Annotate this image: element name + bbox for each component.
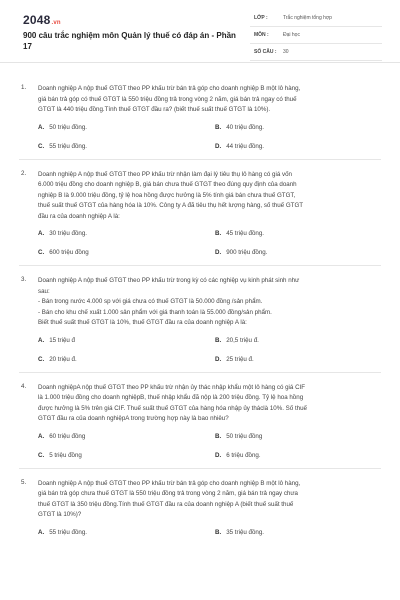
question-item [19, 74, 381, 160]
question-list [0, 74, 400, 545]
option-letter: B. [215, 528, 222, 536]
option-b[interactable] [215, 337, 375, 344]
option-text: 20,5 triệu đ. [226, 336, 259, 344]
question-text: Doanh nghiệp A nộp thuế GTGT theo PP khấu trừ trong kỳ có các nghiệp vụ kinh phát sinh như sau: - Bán trong nước 4.000 sp với giá chưa có thuế GTGT là 50.000 đồng /sản phẩm. - Bán cho khu chế xuất 1.000 sản phẩm với giá thanh toán là 55.000 đồng/sản phẩm. Biết thuế suất thuế GTGT là 10%, thuế GTGT đầu ra của doanh nghiệp A là: [38, 277, 300, 326]
question-text: Doanh nghiệp A nộp thuế GTGT theo PP khấu trừ bán trả góp cho doanh nghiệp B một lô hàng, giá bán trả góp có thuế GTGT là 550 triệu đồng trả trong vòng 2 năm, giá bán trả ngay có thuế GTGT là 440 triệu đồng.Tính thuế GTGT đầu ra? (biết thuế suất thuế GTGT là 10%). [38, 85, 301, 113]
option-a[interactable] [38, 529, 215, 536]
option-c[interactable] [38, 143, 215, 150]
question-number: 3. [21, 276, 27, 283]
option-text: 55 triệu đồng. [49, 142, 88, 150]
answer-options [38, 337, 381, 363]
option-letter: A. [38, 432, 45, 440]
answer-options [38, 124, 381, 150]
option-b[interactable] [215, 230, 375, 237]
question-text: Doanh nghiệpA nộp thuế GTGT theo PP khấu trừ nhận ủy thác nhập khẩu một lô hàng có giá CIF là 1.000 triệu đồng cho doanh nghiệpB, thuế nhập khẩu đã nộp là 200 triệu đồng. Tỷ lệ hoa hồng được hưởng là 5% trên giá CIF. Thuế suất thuế GTGT của hàng hóa nhập ủy tháclà 10%. Số thuế GTGT đầu ra của doanh nghiệpA trong trường hợp này là bao nhiêu? [38, 383, 307, 422]
option-letter: B. [215, 230, 222, 237]
meta-label: LỚP : [254, 15, 268, 21]
option-text: 5 triệu đồng [49, 451, 82, 459]
option-a[interactable] [38, 433, 215, 440]
option-text: 6 triệu đồng. [226, 451, 261, 459]
option-letter: B. [215, 432, 222, 440]
option-d[interactable] [215, 356, 375, 363]
option-letter: C. [38, 249, 45, 256]
option-b[interactable] [215, 124, 375, 131]
option-text: 55 triệu đồng. [49, 528, 88, 536]
option-c[interactable] [38, 452, 215, 459]
option-letter: D. [215, 142, 222, 150]
option-letter: C. [38, 355, 45, 363]
question-item [19, 373, 381, 469]
option-a[interactable] [38, 230, 215, 237]
meta-label: MÔN : [254, 32, 269, 38]
question-item [19, 160, 381, 267]
option-text: 50 triệu đồng [226, 432, 263, 440]
option-letter: A. [38, 528, 45, 536]
document-title: 900 câu trắc nghiệm môn Quản lý thuế có đáp án - Phần 17 [23, 31, 236, 51]
option-a[interactable] [38, 124, 215, 131]
option-text: 60 triệu đồng [49, 432, 86, 440]
answer-options [38, 529, 381, 536]
meta-value: Đại học [283, 32, 300, 38]
option-letter: D. [215, 451, 222, 459]
question-item [19, 266, 381, 373]
option-letter: B. [215, 123, 222, 131]
question-item [19, 469, 381, 545]
option-d[interactable] [215, 452, 375, 459]
answer-options [38, 230, 381, 256]
question-number: 2. [21, 169, 27, 177]
answer-options [38, 433, 381, 459]
option-b[interactable] [215, 433, 375, 440]
meta-value: 30 [283, 49, 289, 55]
question-text: Doanh nghiệp A nộp thuế GTGT theo PP khấu trừ bán trả góp cho doanh nghiệp B một lô hàng, giá bán trả góp chưa thuế GTGT là 550 triệu đồng trả trong vòng 2 năm, giá bán trả ngay chưa thuế GTGT là 350 triệu đồng.Tính thuế GTGT đầu ra của doanh nghiệp A (biết thuế suất thuế GTGT là 10%)? [38, 479, 301, 518]
option-letter: C. [38, 142, 45, 150]
option-d[interactable] [215, 143, 375, 150]
page-header [0, 0, 400, 63]
meta-label: SỐ CÂU : [254, 49, 277, 55]
option-letter: D. [215, 355, 222, 363]
meta-row-count [250, 46, 382, 61]
option-text: 45 triệu đồng. [226, 230, 265, 237]
option-text: 44 triệu đồng. [226, 142, 265, 150]
meta-row-class [250, 12, 382, 27]
option-c[interactable] [38, 249, 215, 256]
meta-row-subject [250, 29, 382, 44]
option-d[interactable] [215, 249, 375, 256]
option-text: 20 triệu đ. [49, 355, 77, 363]
option-letter: A. [38, 123, 45, 131]
option-b[interactable] [215, 529, 375, 536]
option-letter: A. [38, 336, 45, 344]
question-text: Doanh nghiệp A nộp thuế GTGT theo PP khấu trừ nhận làm đại lý tiêu thụ lô hàng có giá vốn 6.000 triệu đồng cho doanh nghiệp B, giá bán chưa thuế GTGT theo đúng quy định của doanh nghiệp B là 9.000 triệu đồng, tỷ lệ hoa hồng được hưởng là 5% tính giá bán chưa thuế GTGT, thuế suất thuế GTGT của hàng hóa là 10%. Công ty A đã tiêu thụ hết lượng hàng, số thuế GTGT đầu ra của doanh nghiệp A là: [38, 170, 304, 220]
option-letter: C. [38, 451, 45, 459]
question-number: 4. [21, 382, 27, 390]
question-number: 1. [21, 84, 27, 91]
option-letter: D. [215, 249, 222, 256]
document-meta [250, 12, 382, 63]
site-logo[interactable] [23, 13, 61, 27]
option-text: 50 triệu đồng. [49, 123, 88, 131]
logo-text: 2048 [23, 13, 51, 27]
option-c[interactable] [38, 356, 215, 363]
option-text: 40 triệu đồng. [226, 123, 265, 131]
option-a[interactable] [38, 337, 215, 344]
option-text: 30 triệu đồng. [49, 230, 88, 237]
option-letter: A. [38, 230, 45, 237]
option-text: 35 triệu đồng. [226, 528, 265, 536]
option-text: 600 triệu đồng [49, 249, 89, 256]
option-text: 15 triệu đ [49, 336, 75, 344]
logo-suffix: .vn [51, 20, 61, 26]
option-text: 25 triệu đ. [226, 355, 254, 363]
meta-value: Trắc nghiệm tổng hợp [283, 15, 332, 21]
option-text: 900 triệu đồng. [226, 249, 268, 256]
option-letter: B. [215, 336, 222, 344]
question-number: 5. [21, 478, 27, 486]
